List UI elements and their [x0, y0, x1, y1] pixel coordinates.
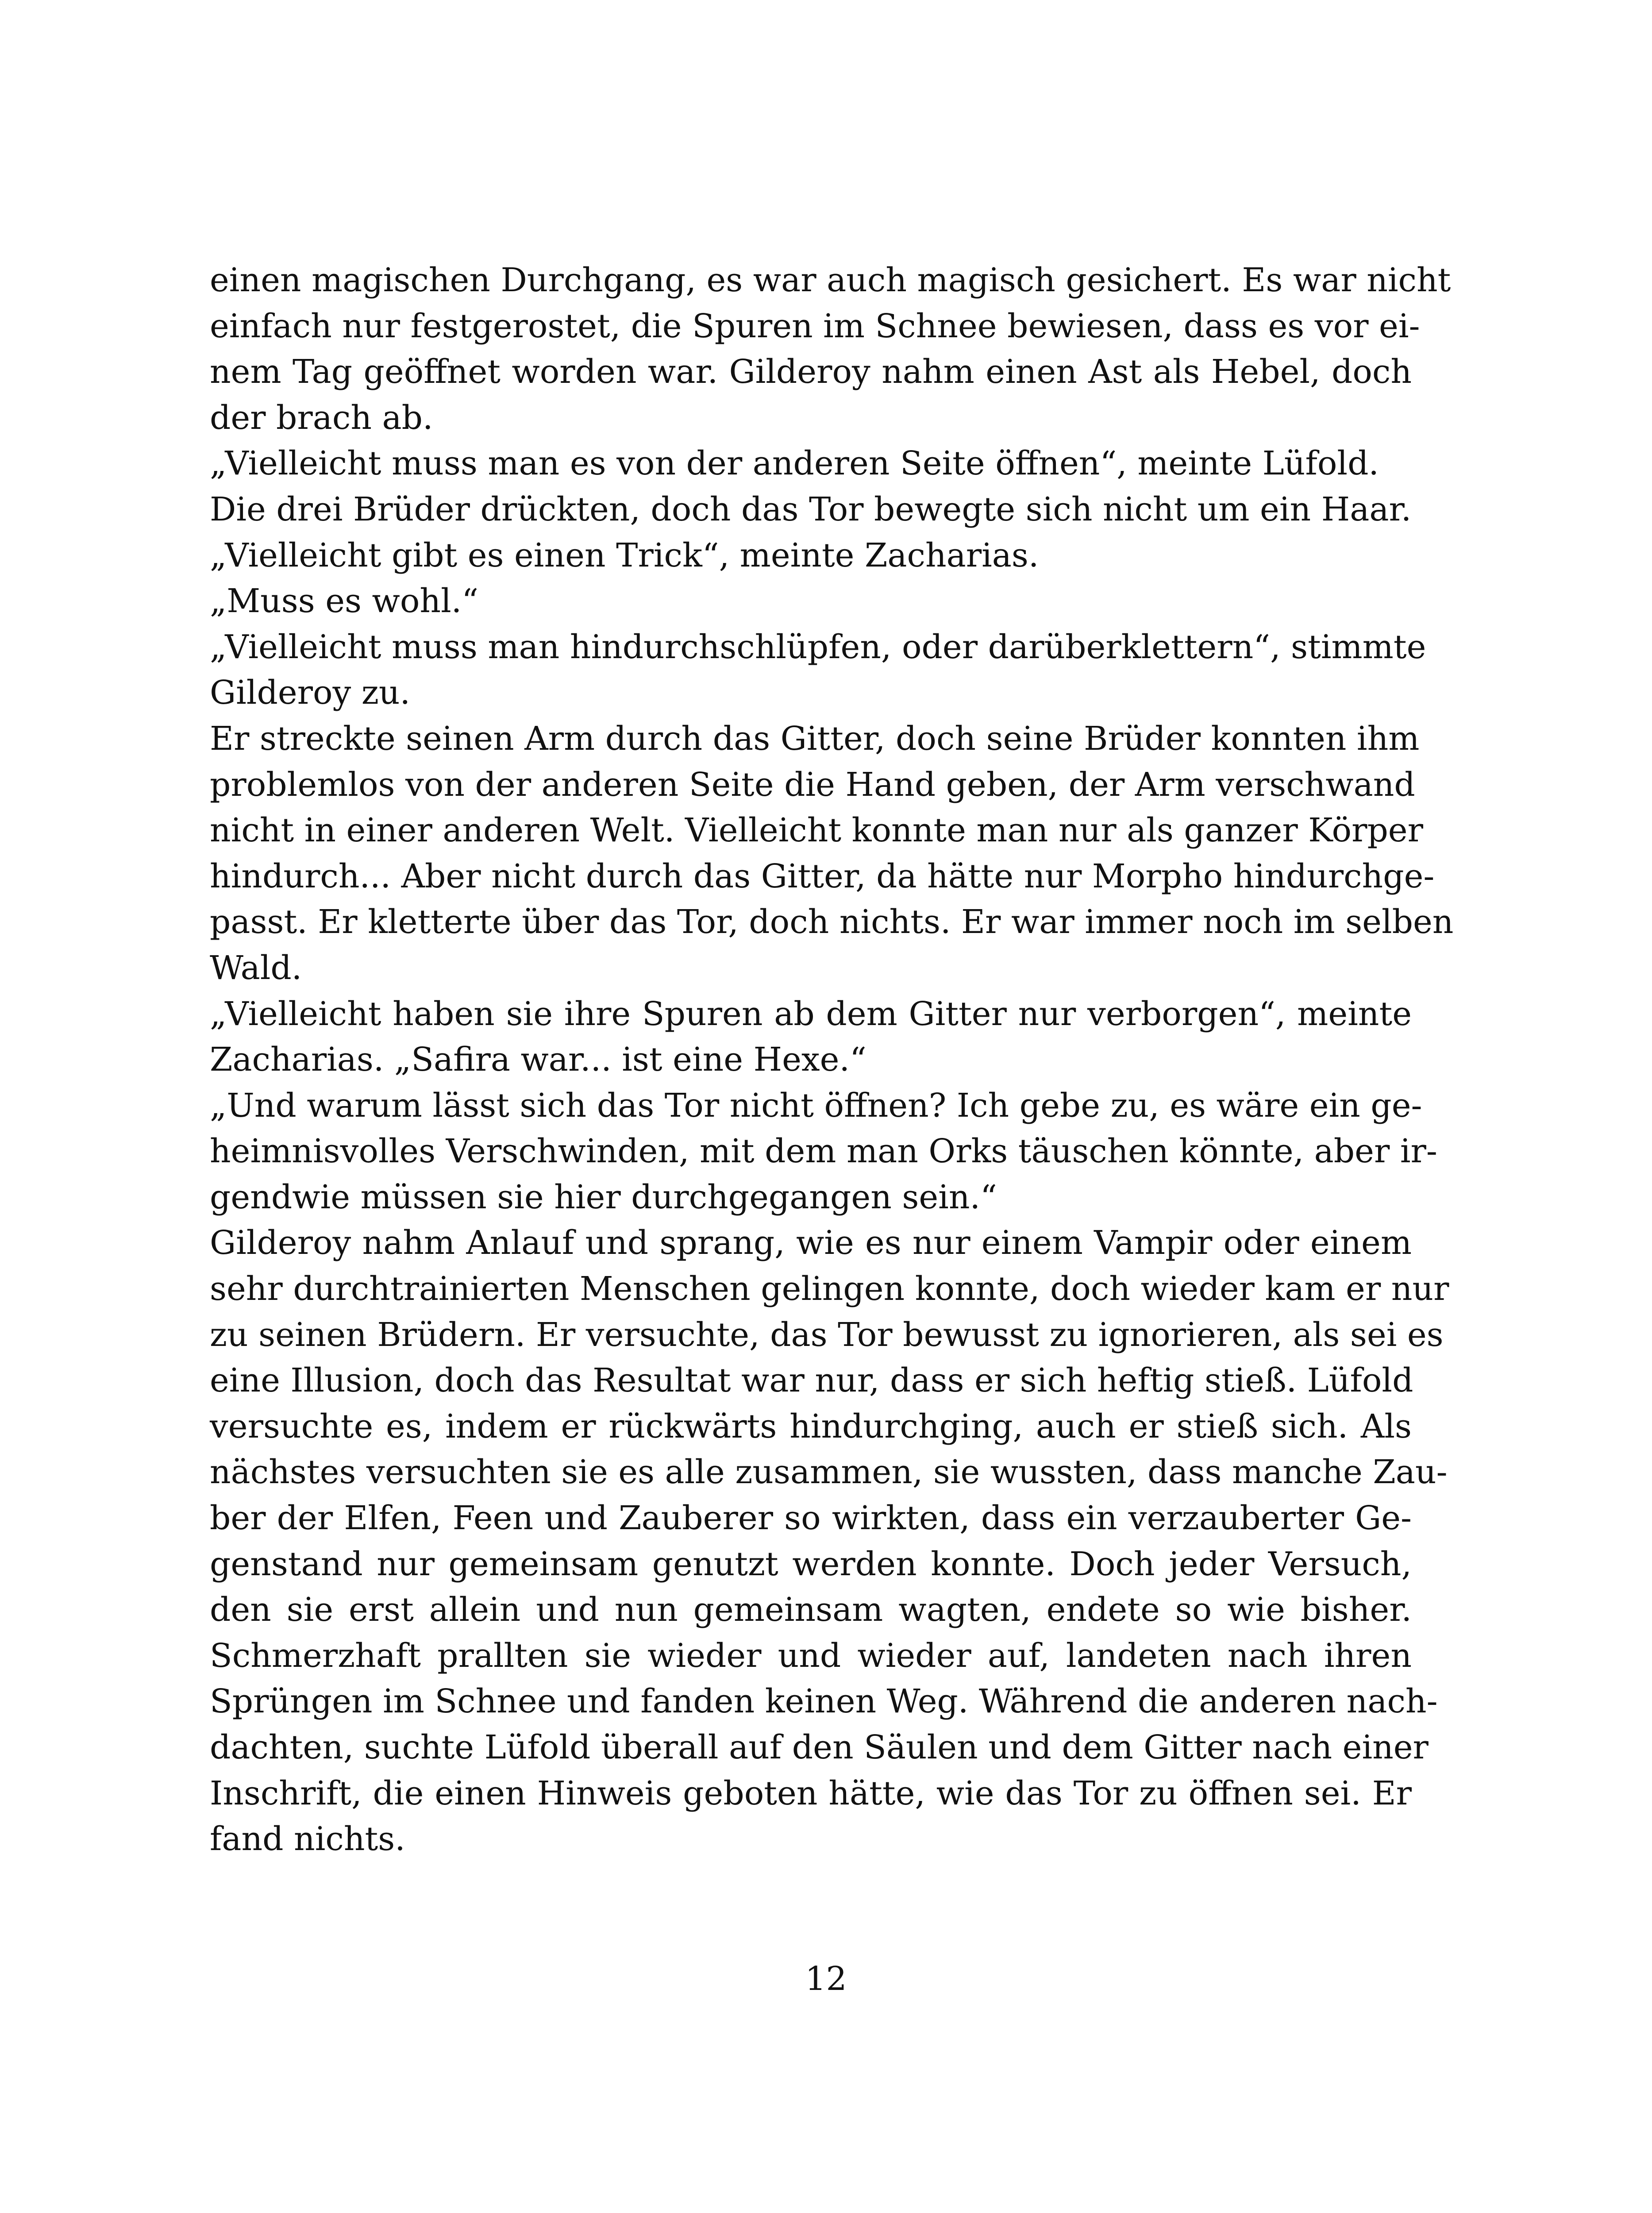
text-line: einfach nur festgerostet, die Spuren im Schnee bewiesen, dass es vor ei-: [210, 307, 1420, 345]
text-line: passt. Er kletterte über das Tor, doch nichts. Er war immer noch im selben: [210, 903, 1454, 941]
body-text: [210, 258, 1454, 1862]
text-line: Wald.: [210, 948, 302, 987]
text-line: gendwie müssen sie hier durchgegangen sein.“: [210, 1178, 997, 1216]
text-line: heimnisvolles Verschwinden, mit dem man Orks täuschen könnte, aber ir-: [210, 1132, 1437, 1171]
text-line: „Vielleicht muss man es von der anderen Seite öffnen“, meinte Lüfold.: [210, 444, 1379, 483]
text-line: dachten, suchte Lüfold überall auf den Säulen und dem Gitter nach einer: [210, 1728, 1429, 1766]
text-line: „Vielleicht gibt es einen Trick“, meinte Zacharias.: [210, 536, 1039, 574]
text-line: Er streckte seinen Arm durch das Gitter, doch seine Brüder konnten ihm: [210, 719, 1420, 758]
text-line: einen magischen Durchgang, es war auch magisch gesichert. Es war nicht: [210, 261, 1451, 299]
text-line: Zacharias. „Safira war... ist eine Hexe.“: [210, 1041, 866, 1079]
text-line: ber der Elfen, Feen und Zauberer so wirkten, dass ein verzauberter Ge-: [210, 1499, 1412, 1538]
text-line: genstand nur gemeinsam genutzt werden konnte. Doch jeder Versuch,: [210, 1545, 1412, 1583]
text-line: sehr durchtrainierten Menschen gelingen konnte, doch wieder kam er nur: [210, 1270, 1449, 1308]
text-line: den sie erst allein und nun gemeinsam wagten, endete so wie bisher.: [210, 1591, 1412, 1629]
text-line: fand nichts.: [210, 1820, 405, 1858]
text-line: „Vielleicht muss man hindurchschlüpfen, oder darüberklettern“, stimmte: [210, 628, 1426, 666]
text-line: nächstes versuchten sie es alle zusammen, sie wussten, dass manche Zau-: [210, 1453, 1448, 1492]
text-line: versuchte es, indem er rückwärts hindurchging, auch er stieß sich. Als: [210, 1407, 1412, 1446]
text-line: „Vielleicht haben sie ihre Spuren ab dem Gitter nur verborgen“, meinte: [210, 995, 1412, 1033]
text-line: Inschrift, die einen Hinweis geboten hätte, wie das Tor zu öffnen sei. Er: [210, 1774, 1412, 1812]
text-line: der brach ab.: [210, 398, 433, 437]
text-line: Sprüngen im Schnee und fanden keinen Weg. Während die anderen nach-: [210, 1682, 1438, 1721]
text-line: „Und warum lässt sich das Tor nicht öffnen? Ich gebe zu, es wäre ein ge-: [210, 1086, 1422, 1125]
text-line: problemlos von der anderen Seite die Hand geben, der Arm verschwand: [210, 765, 1415, 804]
text-line: nicht in einer anderen Welt. Vielleicht konnte man nur als ganzer Körper: [210, 811, 1423, 850]
text-line: nem Tag geöffnet worden war. Gilderoy nahm einen Ast als Hebel, doch: [210, 353, 1412, 391]
text-line: „Muss es wohl.“: [210, 582, 479, 621]
text-line: Schmerzhaft prallten sie wieder und wieder auf, landeten nach ihren: [210, 1636, 1412, 1675]
text-line: eine Illusion, doch das Resultat war nur, dass er sich heftig stieß. Lüfold: [210, 1361, 1413, 1400]
text-line: Gilderoy nahm Anlauf und sprang, wie es nur einem Vampir oder einem: [210, 1224, 1412, 1262]
text-line: Die drei Brüder drückten, doch das Tor bewegte sich nicht um ein Haar.: [210, 490, 1412, 528]
text-line: zu seinen Brüdern. Er versuchte, das Tor bewusst zu ignorieren, als sei es: [210, 1315, 1444, 1354]
text-line: Gilderoy zu.: [210, 674, 411, 712]
text-line: hindurch... Aber nicht durch das Gitter, da hätte nur Morpho hindurchge-: [210, 857, 1435, 895]
page-number: 12: [805, 1960, 847, 1998]
